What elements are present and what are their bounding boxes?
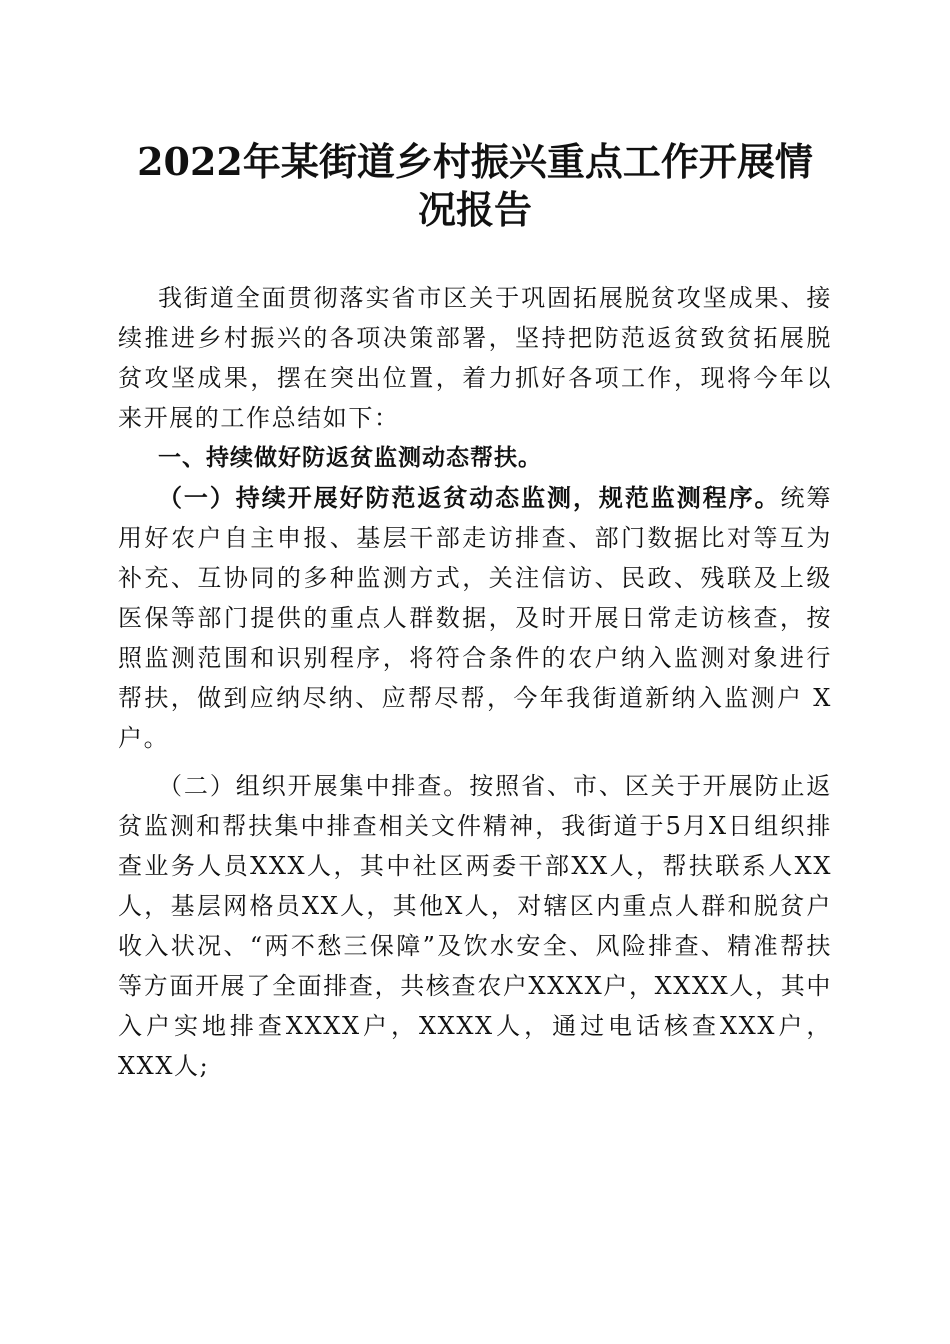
subsection-body-1: 统筹用好农户自主申报、基层干部走访排查、部门数据比对等互为补充、互协同的多种监测方式，关注信访、民政、残联及上级医保等部门提供的重点人群数据，及时开展日常走访核查，按照监测范围和识别程序，将符合条件的农户纳入监测对象进行帮扶，做到应纳尽纳、应帮尽帮，今年我街道新纳入监测户 X 户。 — [118, 484, 832, 752]
subsection-body-2: 按照省、市、区关于开展防止返贫监测和帮扶集中排查相关文件精神，我街道于5月X日组织排查业务人员XXX人，其中社区两委干部XX人，帮扶联系人XX人，基层网格员XX人，其他X人，对辖区内重点人群和脱贫户收入状况、“两不愁三保障”及饮水安全、风险排查、精准帮扶等方面开展了全面排查，共核查农户XXXX户，XXXX人，其中入户实地排查XXXX户，XXXX人，通过电话核查XXX户，XXX人; — [118, 772, 832, 1080]
subsection-paragraph-1 — [118, 478, 832, 758]
document-title: 2022年某街道乡村振兴重点工作开展情况报告 — [137, 139, 813, 232]
paragraph-gap — [118, 758, 832, 766]
intro-paragraph: 我街道全面贯彻落实省市区关于巩固拓展脱贫攻坚成果、接续推进乡村振兴的各项决策部署，坚持把防范返贫致贫拓展脱贫攻坚成果，摆在突出位置，着力抓好各项工作，现将今年以来开展的工作总结如下： — [118, 284, 832, 432]
section-heading-1: 一、持续做好防返贫监测动态帮扶。 — [158, 445, 542, 471]
document-body — [118, 278, 832, 1086]
subsection-lead-2: （二）组织开展集中排查。 — [158, 772, 470, 800]
subsection-paragraph-2 — [118, 766, 832, 1086]
subsection-lead-1: （一）持续开展好防范返贫动态监测，规范监测程序。 — [158, 483, 781, 512]
